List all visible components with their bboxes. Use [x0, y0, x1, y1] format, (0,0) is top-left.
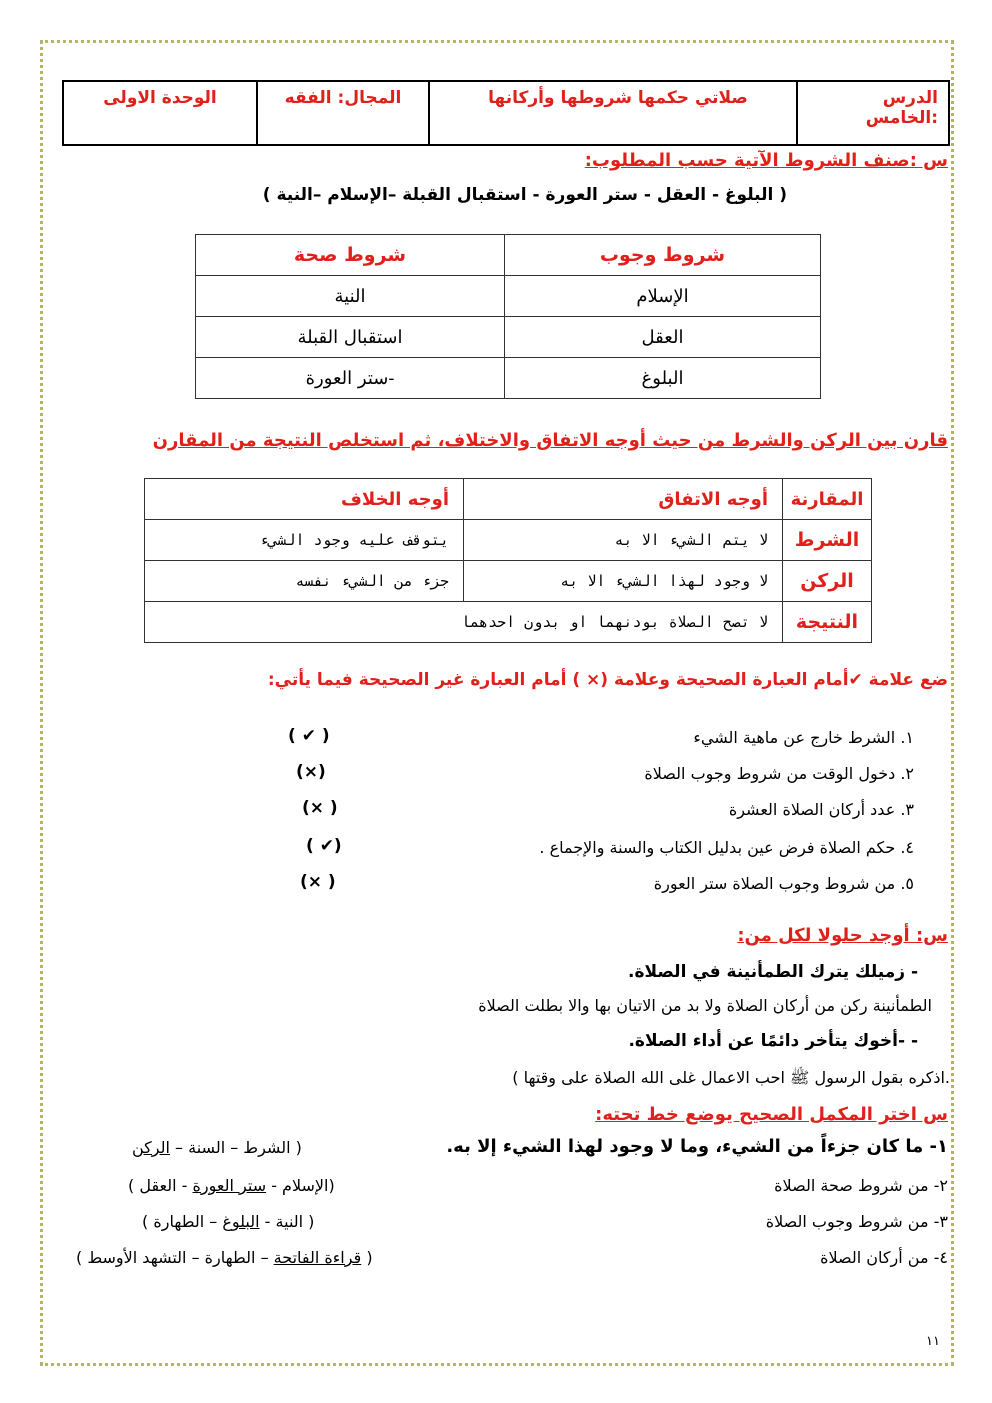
table-cell: العقل — [505, 317, 821, 358]
statement-3-mark: (× ) — [302, 798, 338, 818]
table-cell: البلوغ — [505, 358, 821, 399]
answer-1: الطمأنينة ركن من أركان الصلاة ولا بد من الاتيان بها والا بطلت الصلاة — [478, 996, 932, 1015]
row-result-label: النتيجة — [783, 602, 872, 643]
statement-1-mark: ( ✔ ) — [288, 726, 330, 746]
case-1: - زميلك يترك الطمأنينة في الصلاة. — [628, 962, 918, 982]
col-compare-header: المقارنة — [783, 479, 872, 520]
table-cell: استقبال القبلة — [196, 317, 505, 358]
choice-2-text: ٢- من شروط صحة الصلاة — [774, 1176, 948, 1195]
choice-3-text: ٣- من شروط وجوب الصلاة — [765, 1212, 948, 1231]
col-diff-header: أوجه الخلاف — [145, 479, 464, 520]
col-validity-header: شروط صحة — [196, 235, 505, 276]
q1-heading: س :صنف الشروط الآتية حسب المطلوب: — [584, 150, 948, 171]
statement-2-mark: (×) — [296, 762, 326, 782]
table-cell: النية — [196, 276, 505, 317]
q3-heading: ضع علامة ✔أمام العبارة الصحيحة وعلامة (× ) أمام العبارة غير الصحيحة فيما يأتي: — [267, 670, 948, 690]
choice-1-options — [132, 1138, 302, 1157]
table-cell: لا يتم الشيء الا به — [464, 520, 783, 561]
statement-3: ٣. عدد أركان الصلاة العشرة — [728, 800, 914, 819]
choice-1-text: ١- ما كان جزءاً من الشيء، وما لا وجود لهذا الشيء إلا به. — [446, 1136, 948, 1157]
conditions-table — [195, 234, 821, 399]
table-cell: لا وجود لهذا الشيء الا به — [464, 561, 783, 602]
choice-4-text: ٤- من أركان الصلاة — [820, 1248, 948, 1267]
table-cell: الإسلام — [505, 276, 821, 317]
statement-5: ٥. من شروط وجوب الصلاة ستر العورة — [653, 874, 914, 893]
choice-2-answer: ستر العورة — [192, 1176, 267, 1195]
choice-2-post: - العقل ) — [128, 1176, 188, 1195]
comparison-table — [144, 478, 872, 643]
choice-4-answer: قراءة الفاتحة — [273, 1248, 362, 1267]
statement-1: ١. الشرط خارج عن ماهية الشيء — [693, 728, 914, 747]
q4-heading: س: أوجد حلولا لكل من: — [737, 925, 948, 946]
lesson-title: صلاتي حكمها شروطها وأركانها — [429, 81, 797, 145]
choice-3-options — [142, 1212, 314, 1231]
statement-4: ٤. حكم الصلاة فرض عين بدليل الكتاب والسنة والإجماع . — [539, 838, 914, 857]
q1-items: ( البلوغ - العقل - ستر العورة - استقبال القبلة –الإسلام –النية ) — [262, 185, 787, 205]
lesson-header-table — [62, 80, 950, 146]
col-obligation-header: شروط وجوب — [505, 235, 821, 276]
lesson-number: الدرس :الخامس — [797, 81, 949, 145]
choice-4-options — [76, 1248, 373, 1267]
q5-heading: س اختر المكمل الصحيح يوضع خط تحته: — [595, 1104, 948, 1125]
page-number: ١١ — [926, 1334, 940, 1349]
statement-5-mark: (× ) — [300, 872, 336, 892]
table-cell: يتوقف عليه وجود الشيء — [145, 520, 464, 561]
statement-4-mark: ( ✔) — [306, 836, 342, 856]
case-2: - -أخوك يتأخر دائمًا عن أداء الصلاة. — [628, 1031, 918, 1051]
choice-2-options — [128, 1176, 335, 1195]
answer-2: .اذكره بقول الرسول ﷺ احب الاعمال غلى الله الصلاة على وقتها ) — [512, 1068, 950, 1087]
q2-heading: قارن بين الركن والشرط من حيث أوجه الاتفاق والاختلاف، ثم استخلص النتيجة من المقارن — [152, 430, 948, 451]
choice-4-post: – الطهارة – التشهد الأوسط ) — [76, 1248, 269, 1267]
row-condition-label: الشرط — [783, 520, 872, 561]
lesson-unit: الوحدة الاولى — [63, 81, 257, 145]
table-cell: -ستر العورة — [196, 358, 505, 399]
row-pillar-label: الركن — [783, 561, 872, 602]
lesson-field: المجال: الفقه — [257, 81, 429, 145]
result-cell: لا تصح الصلاة بودنهما او بدون احدهما — [145, 602, 783, 643]
table-cell: جزء من الشيء نفسه — [145, 561, 464, 602]
choice-3-post: – الطهارة ) — [142, 1212, 218, 1231]
choice-3-answer: البلوغ — [222, 1212, 260, 1231]
choice-4-pre: ( — [366, 1248, 373, 1267]
choice-1-pre: ( الشرط – السنة – — [175, 1138, 302, 1157]
col-agree-header: أوجه الاتفاق — [464, 479, 783, 520]
choice-1-answer: الركن — [132, 1138, 170, 1157]
choice-3-pre: ( النية - — [264, 1212, 315, 1231]
statement-2: ٢. دخول الوقت من شروط وجوب الصلاة — [644, 764, 914, 783]
choice-2-pre: (الإسلام - — [271, 1176, 335, 1195]
